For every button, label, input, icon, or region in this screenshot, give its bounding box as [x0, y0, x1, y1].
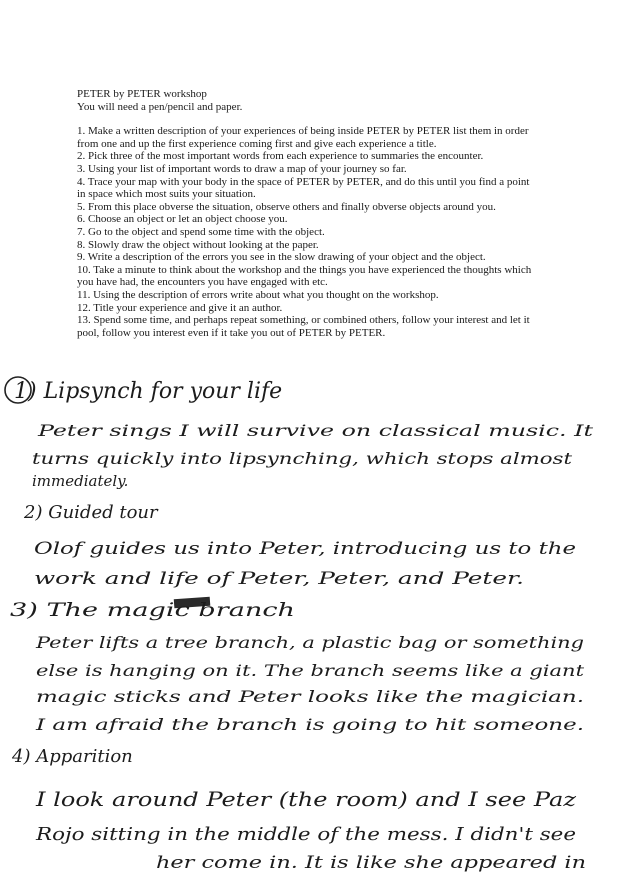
instruction-item: 2. Pick three of the most important words from each experience to summaries the encounter.: [77, 150, 484, 163]
entry-line: immediately.: [32, 472, 129, 490]
instruction-item: 13. Spend some time, and perhaps repeat something, or combined others, follow your interest and let it pool, follow you interest even if it take you out of PETER by PETER.: [77, 314, 530, 339]
instruction-item: 3. Using your list of important words to draw a map of your journey so far.: [77, 162, 407, 175]
entry-line: Peter sings I will survive on classical music. It: [36, 421, 594, 440]
entry-line: Rojo sitting in the middle of the mess. I didn't see: [34, 824, 576, 845]
instruction-item: 8. Slowly draw the object without looking at the paper.: [77, 238, 319, 251]
worksheet-title: PETER by PETER workshop: [77, 88, 207, 100]
entry-line: Olof guides us into Peter, introducing us to the: [34, 539, 576, 559]
entry-title: 4) Apparition: [12, 746, 133, 767]
printed-text: [77, 88, 537, 339]
instruction-item: 1. Make a written description of your experiences of being inside PETER by PETER list them in order from one and up the first experience coming first and give each experience a title.: [77, 125, 529, 150]
instruction-item: 10. Take a minute to think about the workshop and the things you have experienced the thoughts which you have had, the encounters you have engaged with etc.: [77, 263, 532, 289]
instruction-item: 11. Using the description of errors write about what you thought on the workshop.: [77, 288, 439, 301]
instruction-item: 9. Write a description of the errors you see in the slow drawing of your object and the object.: [77, 251, 486, 264]
worksheet-subtitle: You will need a pen/pencil and paper.: [77, 100, 243, 113]
instruction-item: 12. Title your experience and give it an author.: [77, 301, 283, 314]
instruction-item: 7. Go to the object and spend some time with the object.: [77, 225, 325, 238]
instruction-item: 6. Choose an object or let an object choose you.: [77, 213, 288, 226]
entry-title: 3) The magic branch: [10, 599, 295, 621]
handwritten-notes: [0, 368, 620, 877]
entry-title: 2) Guided tour: [24, 502, 158, 523]
entry-line: her come in. It is like she appeared in: [156, 853, 586, 873]
entry-line: magic sticks and Peter looks like the magician.: [36, 687, 584, 706]
spacer: [77, 113, 537, 125]
entry-title: 1) Lipsynch for your life: [14, 379, 283, 404]
entry-line: I am afraid the branch is going to hit someone.: [34, 715, 584, 734]
entry-line: Peter lifts a tree branch, a plastic bag or something: [34, 633, 584, 652]
entry-line: else is hanging on it. The branch seems like a giant: [36, 661, 585, 680]
instruction-item: 4. Trace your map with your body in the space of PETER by PETER, and do this until you find a point in space which most suits your situation.: [77, 175, 530, 201]
entry-line: work and life of Peter, Peter, and Peter.: [34, 569, 524, 589]
instruction-item: 5. From this place obverse the situation, observe others and finally obverse objects around you.: [77, 200, 496, 213]
entry-line: I look around Peter (the room) and I see Paz: [34, 787, 577, 811]
entry-line: turns quickly into lipsynching, which stops almost: [32, 449, 573, 468]
